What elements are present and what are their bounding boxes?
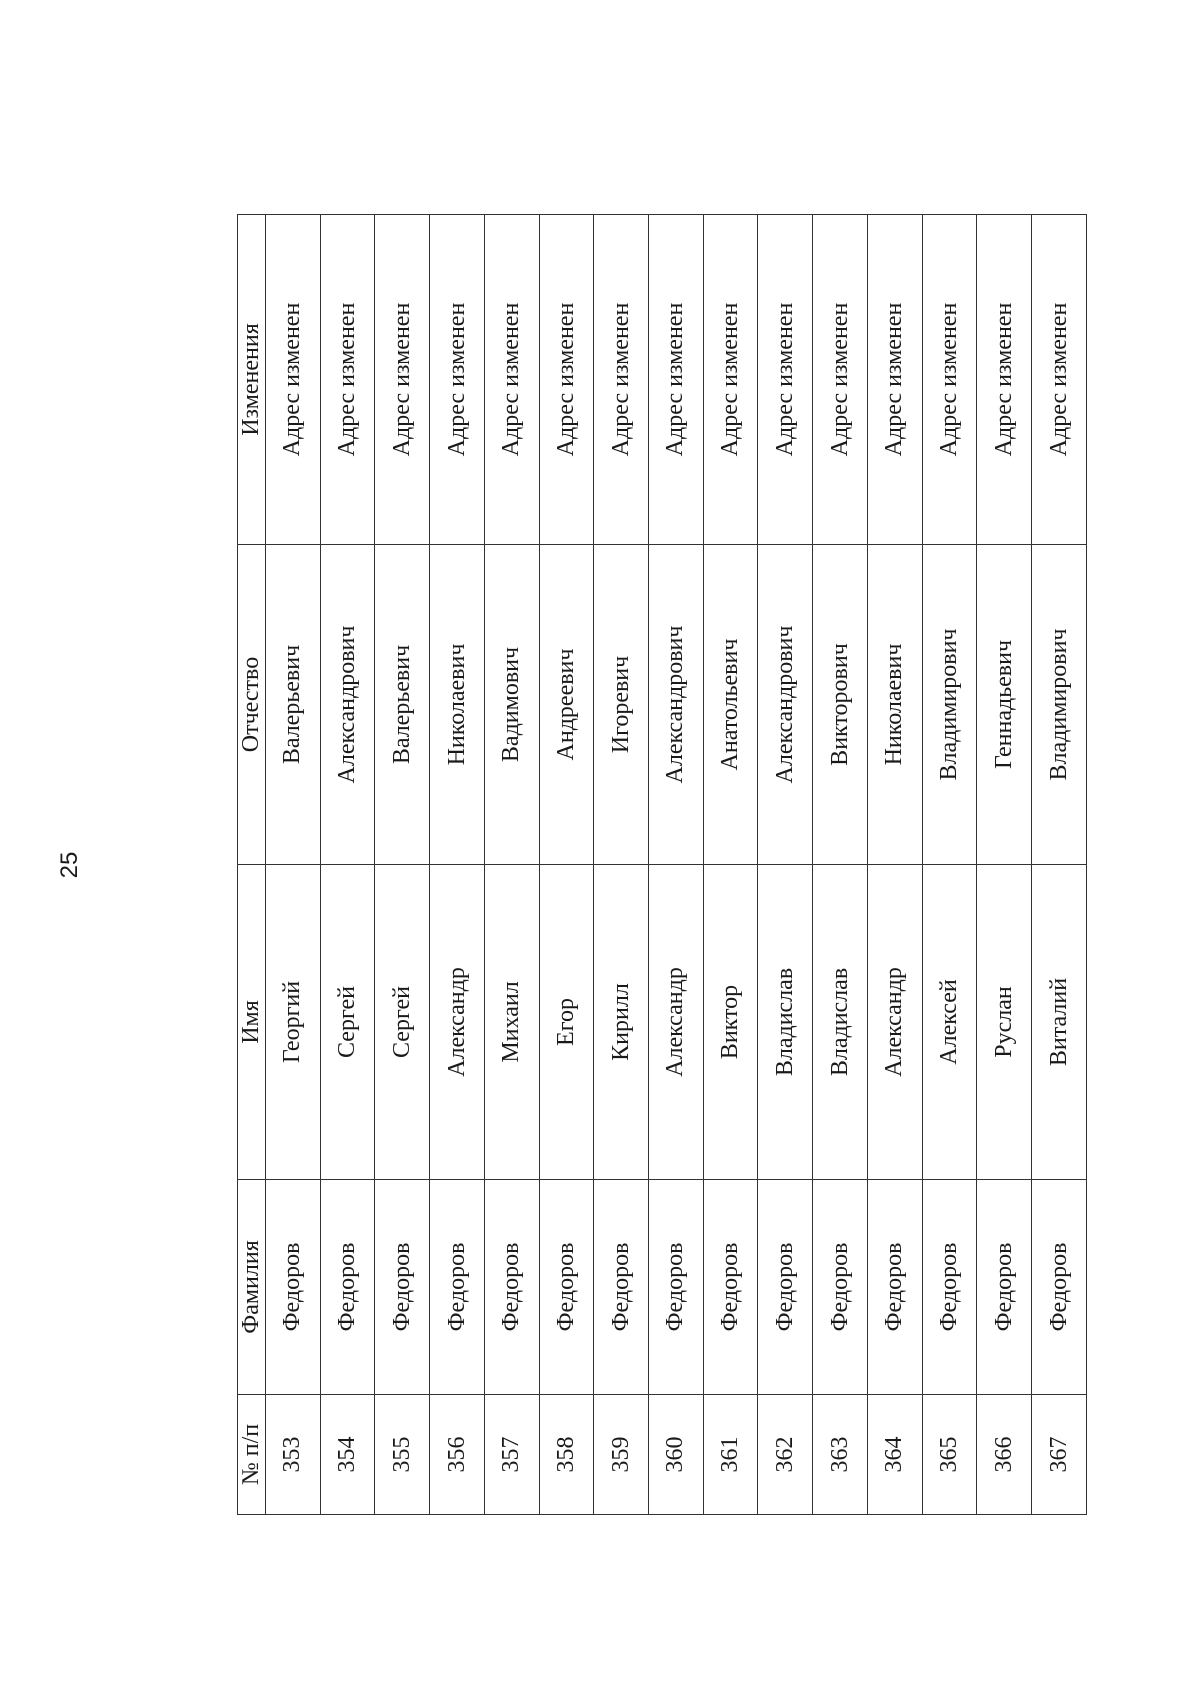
cell-name: Сергей bbox=[320, 865, 375, 1180]
cell-patronymic: Владимирович bbox=[922, 545, 977, 865]
table-row bbox=[649, 215, 704, 1515]
cell-surname: Федоров bbox=[649, 1180, 704, 1395]
cell-number: 367 bbox=[1032, 1395, 1087, 1515]
cell-changes: Адрес изменен bbox=[594, 215, 649, 545]
cell-surname: Федоров bbox=[539, 1180, 594, 1395]
cell-patronymic: Николаевич bbox=[430, 545, 485, 865]
cell-name: Владислав bbox=[758, 865, 813, 1180]
cell-name: Егор bbox=[539, 865, 594, 1180]
table-row bbox=[594, 215, 649, 1515]
cell-patronymic: Геннадьевич bbox=[977, 545, 1032, 865]
table-row bbox=[813, 215, 868, 1515]
cell-surname: Федоров bbox=[484, 1180, 539, 1395]
cell-patronymic: Игоревич bbox=[594, 545, 649, 865]
cell-patronymic: Валерьевич bbox=[375, 545, 430, 865]
cell-number: 355 bbox=[375, 1395, 430, 1515]
cell-name: Руслан bbox=[977, 865, 1032, 1180]
cell-number: 356 bbox=[430, 1395, 485, 1515]
cell-patronymic: Николаевич bbox=[867, 545, 922, 865]
table-row bbox=[703, 215, 758, 1515]
cell-name: Георгий bbox=[266, 865, 321, 1180]
cell-patronymic: Валерьевич bbox=[266, 545, 321, 865]
table-row bbox=[867, 215, 922, 1515]
cell-number: 358 bbox=[539, 1395, 594, 1515]
cell-changes: Адрес изменен bbox=[758, 215, 813, 545]
table-row bbox=[266, 215, 321, 1515]
cell-changes: Адрес изменен bbox=[320, 215, 375, 545]
cell-surname: Федоров bbox=[320, 1180, 375, 1395]
header-cell-patronymic: Отчество bbox=[238, 545, 266, 865]
table-header bbox=[238, 215, 266, 1515]
cell-surname: Федоров bbox=[758, 1180, 813, 1395]
cell-number: 354 bbox=[320, 1395, 375, 1515]
table-row bbox=[977, 215, 1032, 1515]
cell-patronymic: Вадимович bbox=[484, 545, 539, 865]
cell-number: 366 bbox=[977, 1395, 1032, 1515]
cell-name: Александр bbox=[867, 865, 922, 1180]
cell-changes: Адрес изменен bbox=[539, 215, 594, 545]
cell-patronymic: Анатольевич bbox=[703, 545, 758, 865]
table-row bbox=[1032, 215, 1087, 1515]
roster-table bbox=[237, 214, 1087, 1515]
header-row bbox=[238, 215, 266, 1515]
cell-surname: Федоров bbox=[813, 1180, 868, 1395]
cell-surname: Федоров bbox=[867, 1180, 922, 1395]
cell-changes: Адрес изменен bbox=[922, 215, 977, 545]
cell-patronymic: Викторович bbox=[813, 545, 868, 865]
cell-name: Виктор bbox=[703, 865, 758, 1180]
table-row bbox=[484, 215, 539, 1515]
cell-patronymic: Андреевич bbox=[539, 545, 594, 865]
table-body bbox=[266, 215, 1087, 1515]
cell-changes: Адрес изменен bbox=[430, 215, 485, 545]
cell-changes: Адрес изменен bbox=[375, 215, 430, 545]
cell-changes: Адрес изменен bbox=[266, 215, 321, 545]
cell-surname: Федоров bbox=[430, 1180, 485, 1395]
cell-changes: Адрес изменен bbox=[977, 215, 1032, 545]
table-row bbox=[758, 215, 813, 1515]
cell-changes: Адрес изменен bbox=[703, 215, 758, 545]
cell-number: 364 bbox=[867, 1395, 922, 1515]
cell-patronymic: Александрович bbox=[649, 545, 704, 865]
header-cell-name: Имя bbox=[238, 865, 266, 1180]
cell-surname: Федоров bbox=[977, 1180, 1032, 1395]
table-row bbox=[922, 215, 977, 1515]
header-cell-changes: Изменения bbox=[238, 215, 266, 545]
cell-patronymic: Александрович bbox=[320, 545, 375, 865]
cell-name: Сергей bbox=[375, 865, 430, 1180]
cell-surname: Федоров bbox=[594, 1180, 649, 1395]
cell-surname: Федоров bbox=[375, 1180, 430, 1395]
cell-name: Алексей bbox=[922, 865, 977, 1180]
table-row bbox=[539, 215, 594, 1515]
table-row bbox=[430, 215, 485, 1515]
table-row bbox=[375, 215, 430, 1515]
cell-name: Виталий bbox=[1032, 865, 1087, 1180]
cell-name: Кирилл bbox=[594, 865, 649, 1180]
cell-name: Владислав bbox=[813, 865, 868, 1180]
cell-number: 361 bbox=[703, 1395, 758, 1515]
cell-number: 362 bbox=[758, 1395, 813, 1515]
cell-number: 365 bbox=[922, 1395, 977, 1515]
roster-table-wrapper bbox=[237, 215, 1087, 1515]
cell-surname: Федоров bbox=[703, 1180, 758, 1395]
cell-name: Александр bbox=[649, 865, 704, 1180]
cell-changes: Адрес изменен bbox=[1032, 215, 1087, 545]
cell-name: Александр bbox=[430, 865, 485, 1180]
cell-number: 357 bbox=[484, 1395, 539, 1515]
cell-changes: Адрес изменен bbox=[867, 215, 922, 545]
cell-changes: Адрес изменен bbox=[813, 215, 868, 545]
cell-patronymic: Владимирович bbox=[1032, 545, 1087, 865]
page-number: 25 bbox=[56, 851, 83, 879]
cell-number: 363 bbox=[813, 1395, 868, 1515]
cell-patronymic: Александрович bbox=[758, 545, 813, 865]
cell-number: 360 bbox=[649, 1395, 704, 1515]
table-row bbox=[320, 215, 375, 1515]
cell-number: 353 bbox=[266, 1395, 321, 1515]
cell-number: 359 bbox=[594, 1395, 649, 1515]
cell-changes: Адрес изменен bbox=[649, 215, 704, 545]
cell-surname: Федоров bbox=[1032, 1180, 1087, 1395]
header-cell-surname: Фамилия bbox=[238, 1180, 266, 1395]
cell-surname: Федоров bbox=[266, 1180, 321, 1395]
cell-surname: Федоров bbox=[922, 1180, 977, 1395]
header-cell-number: № п/п bbox=[238, 1395, 266, 1515]
cell-name: Михаил bbox=[484, 865, 539, 1180]
cell-changes: Адрес изменен bbox=[484, 215, 539, 545]
